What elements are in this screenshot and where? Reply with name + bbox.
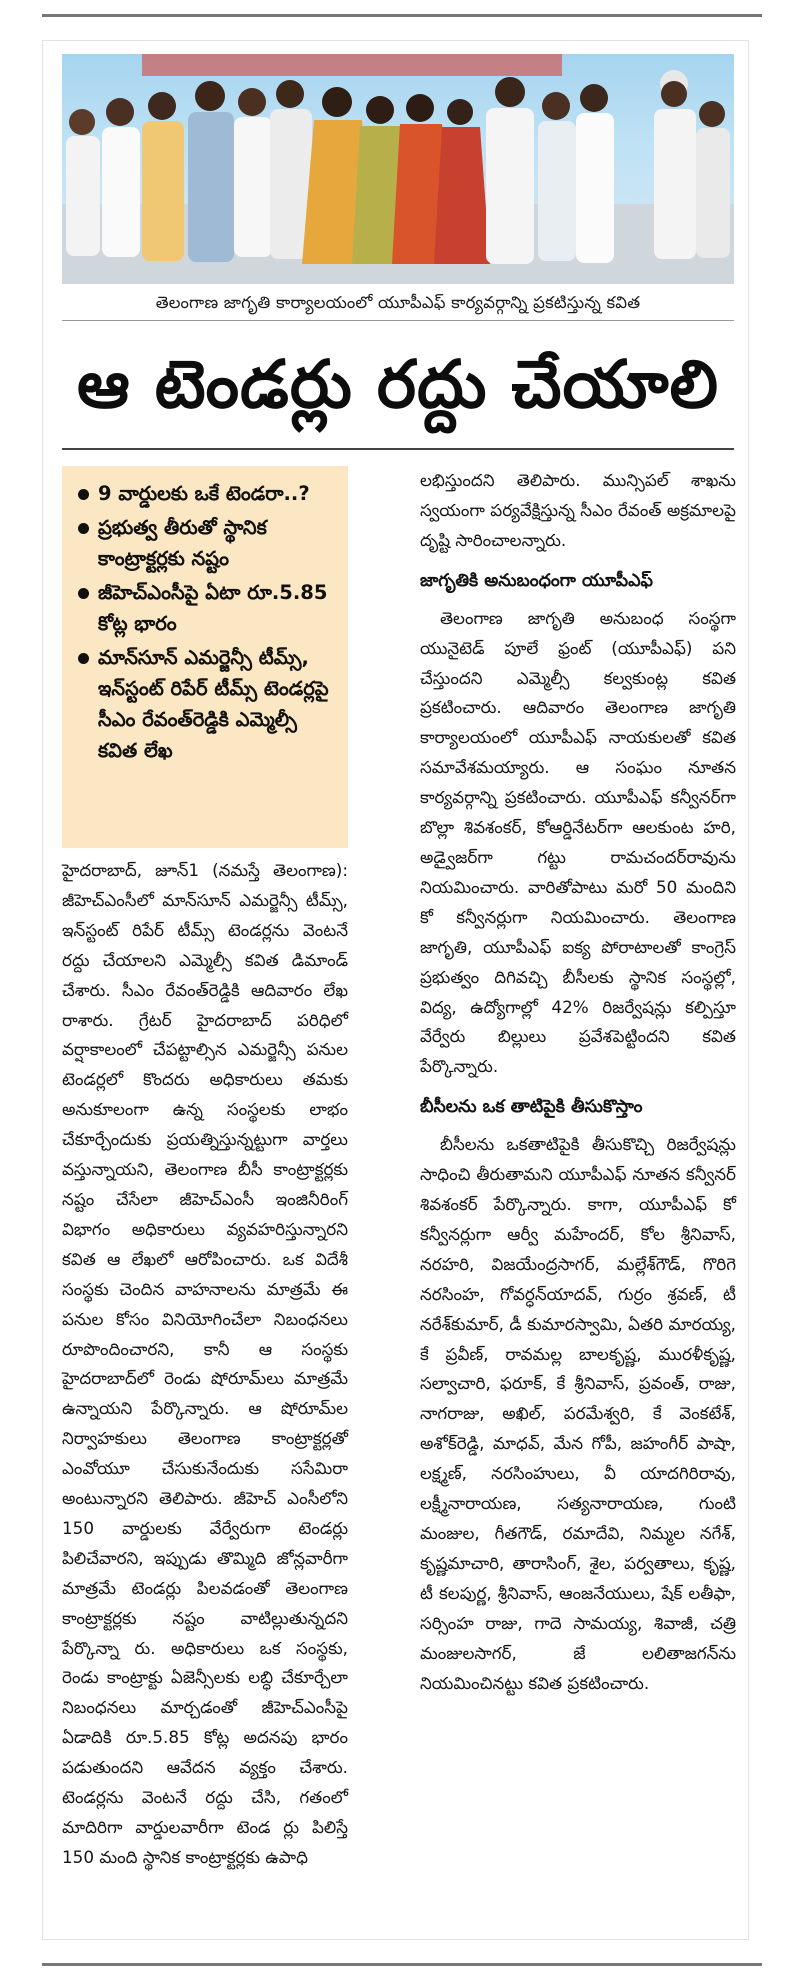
group-photo-icon (62, 54, 734, 284)
article-paragraph: బీసీలను ఒకతాటిపైకి తీసుకొచ్చి రిజర్వేషన్లు సాధించి తీరుతామని యూపీఎఫ్ నూతన కన్వీనర్ శివశంకర్ పేర్కొన్నారు. కాగా, యూపీఎఫ్ కో కన్వీనర్లుగా ఆర్వీ మహేందర్, కోల శ్రీనివాస్, నరహరి, విజయేంద్రసాగర్, మల్లేశ్‌గౌడ్, గొరిగె నరసింహ, గోవర్ధన్‌యాదవ్, గుర్రం శ్రవణ్, టీ నరేశ్‌కుమార్, డీ కుమారస్వామి, ఏతరి మారయ్య, కే ప్రవీణ్, రావమల్ల బాలకృష్ణ, మురళీకృష్ణ, సల్వాచారి, ఫరూక్, కే శ్రీనివాస్, ప్రవంత్, రాజు, నాగరాజు, అఖిల్, పరమేశ్వరి, కే వెంకటేశ్, అశోక్‌రెడ్డి, మాధవ్, మేన గోపీ, జహంగీర్ పాషా, లక్ష్మణ్, నరసింహులు, వీ యాదగిరిరావు, లక్ష్మీనారాయణ, సత్యనారాయణ, గుంటి మంజుల, గీతగౌడ్, రమాదేవి, నిమ్మల నగేశ్, కృష్ణమాచారి, తారాసింగ్, శైల, పర్వతాలు, కృష్ణ, టీ కలపుర్ణ, శ్రీనివాస్, ఆంజనేయులు, షేక్ లతీఫా, సర్సింహ రాజు, గాదె సామయ్య, శివాజీ, చత్రి మంజులసాగర్, జే లలితాజగన్‌ను నియమించినట్టు కవిత ప్రకటించారు. (420, 1134, 736, 1693)
article-paragraph: తెలంగాణ జాగృతి అనుబంధ సంస్థగా యునైటెడ్ పూలే ఫ్రంట్ (యూపీఎఫ్) పని చేస్తుందని ఎమ్మెల్సీ కల్వకుంట్ల కవిత ప్రకటించారు. ఆదివారం తెలంగాణ జాగృతి కార్యాలయంలో యూపీఎఫ్ నాయకులతో కవిత సమావేశమయ్యారు. ఆ సంఘం నూతన కార్యవర్గాన్ని ప్రకటించారు. యూపీఎఫ్ కన్వీనర్‌గా బొల్లా శివశంకర్, కోఆర్డినేటర్‌గా ఆలకుంట హరి, అడ్వైజర్‌గా గట్టు రామచందర్‌రావును నియమించారు. వారితోపాటు మరో 50 మందిని కో కన్వీనర్లుగా నియమించారు. తెలంగాణ జాగృతి, యూపీఎఫ్ ఐక్య పోరాటాలతో కాంగ్రెస్ ప్రభుత్వం దిగివచ్చి బీసీలకు స్థానిక సంస్థల్లో, విద్య, ఉద్యోగాల్లో 42% రిజర్వేషన్లు కల్పిస్తూ వేర్వేరు బిల్లులు ప్రవేశపెట్టిందని కవిత పేర్కొన్నారు. (420, 607, 736, 1077)
photo-caption: తెలంగాణ జాగృతి కార్యాలయంలో యూపీఎఫ్ కార్యవర్గాన్ని ప్రకటిస్తున్న కవిత (155, 293, 641, 312)
top-rule (42, 14, 762, 17)
highlights-box (62, 466, 348, 848)
bottom-rule (42, 1963, 762, 1966)
section-subheading: బీసీలను ఒక తాటిపైకి తీసుకొస్తాం (420, 1097, 643, 1118)
bullet-icon (78, 588, 89, 599)
article-paragraph: హైదరాబాద్, జూన్1 (నమస్తే తెలంగాణ): జీహెచ్‌ఎంసీలో మాన్‌సూన్ ఎమర్జెన్సీ టీమ్స్, ఇన్‌స్టంట్ రిపేర్ టీమ్స్ టెండర్లను వెంటనే రద్దు చేయాలని ఎమ్మెల్సీ కవిత డిమాండ్ చేశారు. సీఎం రేవంత్‌రెడ్డికి ఆదివారం లేఖ రాశారు. గ్రేటర్ హైదరాబాద్ పరిధిలో వర్షాకాలంలో చేపట్టాల్సిన ఎమర్జెన్సీ పనుల టెండర్లలో కొందరు అధికారులు తమకు అనుకూలంగా ఉన్న సంస్థలకు లాభం చేకూర్చేందుకు ప్రయత్నిస్తున్నట్టుగా వార్తలు వస్తున్నాయని, తెలంగాణ బీసీ కాంట్రాక్టర్లకు నష్టం చేసేలా జీహెచ్‌ఎంసీ ఇంజినీరింగ్ విభాగం అధికారులు వ్యవహరిస్తున్నారని కవిత ఆ లేఖలో ఆరోపించారు. ఒక విదేశీ సంస్థకు చెందిన వాహనాలను మాత్రమే ఈ పనుల కోసం వినియోగించేలా నిబంధనలు రూపొందించారని, కానీ ఆ సంస్థకు హైదరాబాద్‌లో రెండు షోరూమ్‌లు మాత్రమే ఉన్నాయని పేర్కొన్నారు. ఆ షోరూమ్‌ల నిర్వాహకులు తెలంగాణ కాంట్రాక్టర్లతో ఎంవోయూ చేసుకునేందుకు ససేమిరా అంటున్నారని తెలిపారు. జీహెచ్ ఎంసీలోని 150 వార్డులకు వేర్వేరుగా టెండర్లు పిలిచేవారని, ఇప్పుడు తొమ్మిది జోన్లవారీగా మాత్రమే టెండర్లు పిలవడంతో తెలంగాణ కాంట్రాక్టర్లకు నష్టం వాటిల్లుతున్నదని పేర్కొన్నా రు. అధికారులు ఒక సంస్థకు, రెండు కాంట్రాక్టు ఏజెన్సీలకు లబ్ధి చేకూర్చేలా నిబంధనలు మార్చడంతో జీహెచ్‌ఎంసీపై ఏడాదికి రూ.5.85 కోట్ల అదనపు భారం పడుతుందని ఆవేదన వ్యక్తం చేశారు. టెండర్లను వెంటనే రద్దు చేసి, గతంలో మాదిరిగా వార్డులవారీగా టెండ ర్లు పిలిస్తే 150 మంది స్థానిక కాంట్రాక్టర్లకు ఉపాధి (62, 860, 348, 1867)
event-photo (62, 54, 734, 284)
bullet-icon (78, 523, 89, 534)
caption-divider (62, 320, 734, 321)
highlight-item: జీహెచ్‌ఎంసీపై ఏటా రూ.5.85 కోట్ల భారం (76, 577, 338, 639)
highlight-item: 9 వార్డులకు ఒకే టెండరా..? (76, 478, 338, 509)
bullet-icon (78, 653, 89, 664)
headline: ఆ టెండర్లు రద్దు చేయాలి (77, 346, 719, 423)
section-subheading: జాగృతికి అనుబంధంగా యూపీఎఫ్ (420, 570, 653, 591)
article-column-1 (62, 856, 348, 1873)
headline-divider (62, 448, 734, 450)
highlight-item: మాన్‌సూన్ ఎమర్జెన్సీ టీమ్స్, ఇన్‌స్టంట్ రిపేర్ టీమ్స్ టెండర్లపై సీఎం రేవంత్‌రెడ్డికి ఎమ్మెల్సీ కవిత లేఖ (76, 642, 338, 766)
article-paragraph: లభిస్తుందని తెలిపారు. మున్సిపల్ శాఖను స్వయంగా పర్యవేక్షిస్తున్న సీఎం రేవంత్ అక్రమాలపై దృష్టి సారించాలన్నారు. (420, 470, 736, 550)
article-column-2 (420, 466, 736, 1698)
highlight-item: ప్రభుత్వ తీరుతో స్థానిక కాంట్రాక్టర్లకు నష్టం (76, 512, 338, 574)
bullet-icon (78, 489, 89, 500)
